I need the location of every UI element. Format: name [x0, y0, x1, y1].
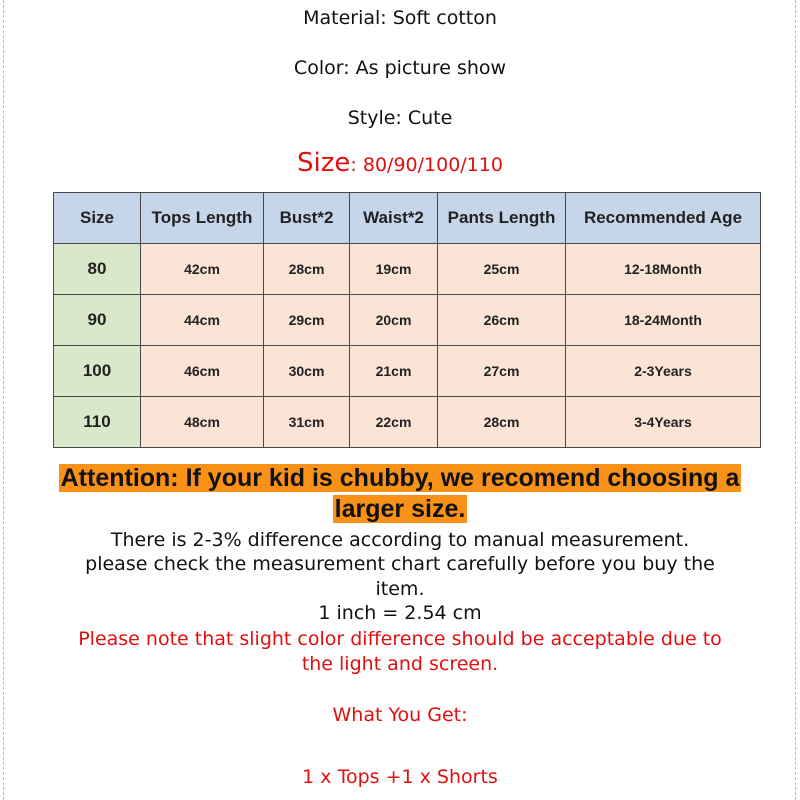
cell-recommended-age: 2-3Years [566, 346, 761, 397]
style-spec: Style: Cute [347, 107, 453, 129]
header-waist: Waist*2 [350, 193, 438, 244]
table-row [54, 397, 761, 448]
size-label: Size [297, 148, 351, 178]
header-bust: Bust*2 [264, 193, 350, 244]
cell-tops-length: 44cm [141, 295, 264, 346]
cell-size: 80 [54, 244, 141, 295]
material-spec: Material: Soft cotton [303, 7, 497, 29]
attention-notice [0, 463, 800, 525]
cell-waist: 21cm [350, 346, 438, 397]
cell-bust: 30cm [264, 346, 350, 397]
attention-line-2: larger size. [334, 495, 466, 523]
cell-tops-length: 42cm [141, 244, 264, 295]
header-recommended-age: Recommended Age [566, 193, 761, 244]
size-chart-table [53, 192, 761, 448]
cell-size: 90 [54, 295, 141, 346]
cell-tops-length: 48cm [141, 397, 264, 448]
attention-line-1: Attention: If your kid is chubby, we recomend choosing a [60, 464, 740, 492]
color-difference-note-1: Please note that slight color difference should be acceptable due to [78, 628, 722, 650]
table-header-row [54, 193, 761, 244]
cell-recommended-age: 12-18Month [566, 244, 761, 295]
table-row [54, 244, 761, 295]
cell-pants-length: 25cm [438, 244, 566, 295]
cell-pants-length: 26cm [438, 295, 566, 346]
cell-recommended-age: 3-4Years [566, 397, 761, 448]
table-row [54, 295, 761, 346]
cell-waist: 22cm [350, 397, 438, 448]
table-row [54, 346, 761, 397]
header-pants-length: Pants Length [438, 193, 566, 244]
measurement-note-3: item. [375, 578, 425, 600]
cell-recommended-age: 18-24Month [566, 295, 761, 346]
what-you-get-heading: What You Get: [332, 704, 468, 726]
cell-bust: 29cm [264, 295, 350, 346]
header-tops-length: Tops Length [141, 193, 264, 244]
cell-waist: 20cm [350, 295, 438, 346]
header-size: Size [54, 193, 141, 244]
cell-tops-length: 46cm [141, 346, 264, 397]
cell-waist: 19cm [350, 244, 438, 295]
cell-size: 100 [54, 346, 141, 397]
size-values: : 80/90/100/110 [350, 154, 503, 176]
inch-conversion: 1 inch = 2.54 cm [318, 602, 482, 624]
measurement-note-1: There is 2-3% difference according to manual measurement. [110, 529, 690, 551]
package-contents: 1 x Tops +1 x Shorts [302, 766, 498, 788]
cell-pants-length: 28cm [438, 397, 566, 448]
cell-bust: 31cm [264, 397, 350, 448]
cell-pants-length: 27cm [438, 346, 566, 397]
measurement-note-2: please check the measurement chart carefully before you buy the [85, 553, 715, 575]
color-spec: Color: As picture show [293, 57, 507, 79]
color-difference-note-2: the light and screen. [301, 653, 499, 675]
cell-bust: 28cm [264, 244, 350, 295]
size-heading [0, 148, 800, 181]
cell-size: 110 [54, 397, 141, 448]
